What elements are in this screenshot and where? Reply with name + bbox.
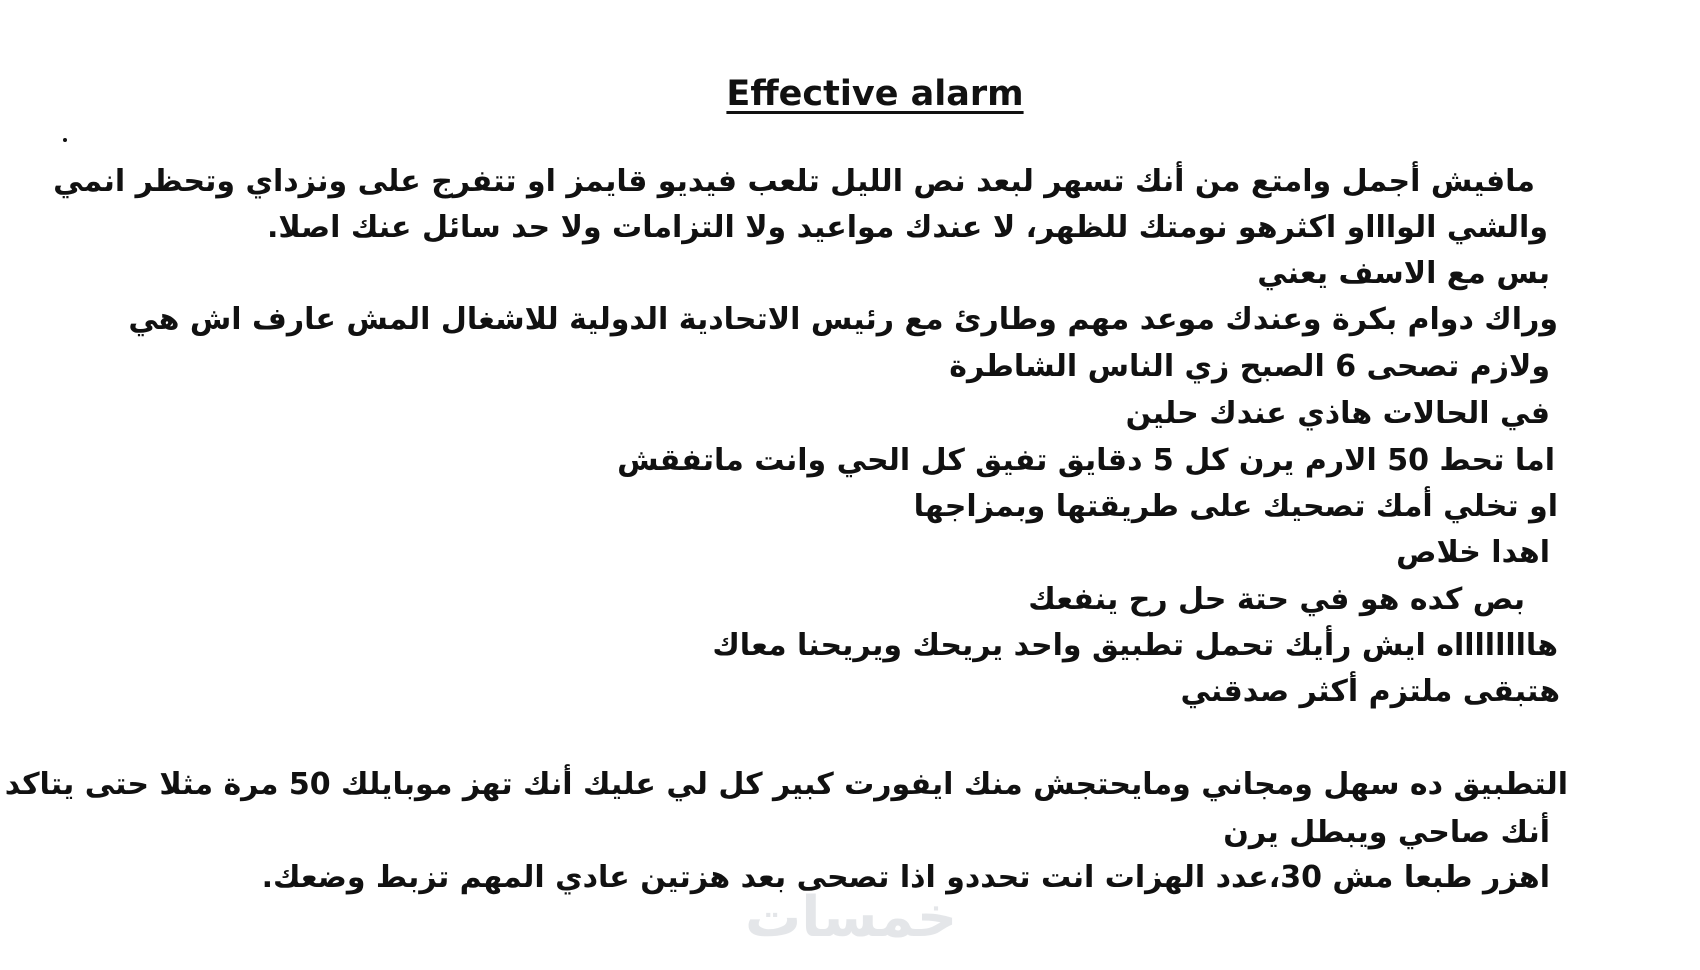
paragraph-line: والشي الواااو اكثرهو نومتك للظهر، لا عندك مواعيد ولا التزامات ولا حد سائل عنك اصلا. (266, 210, 1548, 245)
paragraph-line: ولازم تصحى 6 الصبح زي الناس الشاطرة (949, 349, 1550, 384)
paragraph-line: مافيش أجمل وامتع من أنك تسهر لبعد نص الليل تلعب فيديو قايمز او تتفرج على ونزداي وتحظر انمي (53, 164, 1535, 199)
paragraph-line: هااااااااه ايش رأيك تحمل تطبيق واحد يريحك ويريحنا معاك (712, 628, 1558, 663)
paragraph-line: بس مع الاسف يعني (1257, 256, 1550, 291)
watermark-logo: خمسات (745, 885, 958, 950)
paragraph-line: اهزر طبعا مش 30،عدد الهزات انت تحددو اذا تصحى بعد هزتين عادي المهم تزبط وضعك. (261, 860, 1550, 895)
paragraph-line: بص كده هو في حتة حل رح ينفعك (1028, 582, 1525, 617)
paragraph-line: وراك دوام بكرة وعندك موعد مهم وطارئ مع رئيس الاتحادية الدولية للاشغال المش عارف اش هي (128, 302, 1558, 337)
paragraph-line: اما تحط 50 الارم يرن كل 5 دقايق تفيق كل الحي وانت ماتفقش (617, 443, 1555, 478)
paragraph-line: أنك صاحي ويبطل يرن (1223, 815, 1550, 850)
paragraph-line: في الحالات هاذي عندك حلين (1125, 396, 1550, 431)
document-title: Effective alarm (726, 74, 1024, 114)
paragraph-line: التطبيق ده سهل ومجاني ومايحتجش منك ايفورت كبير كل لي عليك أنك تهز موبايلك 50 مرة مثلا حتى يتاكد (4, 767, 1568, 802)
paragraph-line: اهدا خلاص (1396, 535, 1550, 570)
bullet-dot (63, 138, 67, 142)
paragraph-line: او تخلي أمك تصحيك على طريقتها وبمزاجها (913, 489, 1558, 524)
paragraph-line: هتبقى ملتزم أكثر صدقني (1180, 674, 1560, 709)
